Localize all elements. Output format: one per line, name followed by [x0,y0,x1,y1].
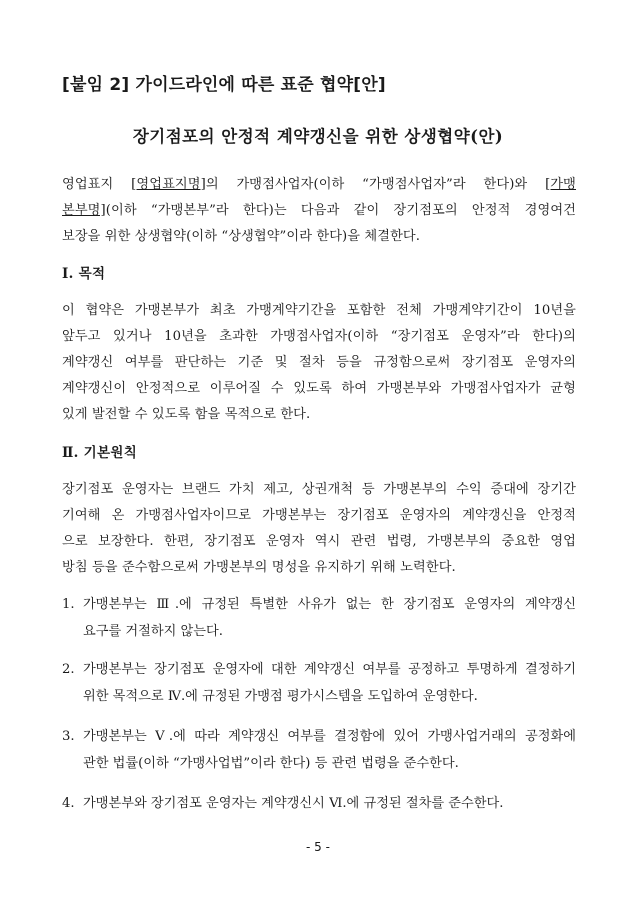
page-number: - 5 - [306,840,330,854]
list-item-2 [62,656,576,710]
section-2-line: 으로 보장한다. 한편, 장기점포 운영자 역시 관련 법령, 가맹본부의 중요한 영업 [62,534,576,549]
list-item-3 [62,723,576,777]
list-number: 4. [62,796,75,811]
intro-line-2: 본부명](이하 “가맹본부”라 한다)는 다음과 같이 장기점포의 안정적 경영여건 [62,203,576,218]
intro-line-3: 보장을 위한 상생협약(이하 “상생협약”이라 한다)을 체결한다. [62,229,421,244]
list-line: 요구를 거절하지 않는다. [83,624,223,639]
section-1-heading: Ⅰ. 목적 [62,266,106,282]
section-2-line: 기여해 온 가맹점사업자이므로 가맹본부는 장기점포 운영자의 계약갱신을 안정적 [62,508,576,523]
attachment-title: [붙임 2] 가이드라인에 따른 표준 협약[안] [62,75,386,95]
list-number: 3. [62,729,75,744]
document-title: 장기점포의 안정적 계약갱신을 위한 상생협약(안) [132,127,504,146]
list-number: 1. [62,597,75,612]
section-2-line: 방침 등을 준수함으로써 가맹본부의 명성을 유지하기 위해 노력한다. [62,560,456,575]
section-1-line: 이 협약은 가맹본부가 최초 가맹계약기간을 포함한 전체 가맹계약기간이 10년을 [62,303,576,318]
list-item-4 [62,790,576,817]
hq-name-placeholder-cont: 본부명] [62,203,106,218]
list-line: 가맹본부는 Ⅲ.에 규정된 특별한 사유가 없는 한 장기점포 운영자의 계약갱신 [83,597,576,612]
list-line: 가맹본부는 장기점포 운영자에 대한 계약갱신 여부를 공정하고 투명하게 결정하기 [83,662,576,677]
intro-line-1: 영업표지 [영업표지명]의 가맹점사업자(이하 “가맹점사업자”라 한다)와 [가맹 [62,177,576,192]
section-1-paragraph [62,298,576,428]
section-2-paragraph [62,477,576,581]
list-line: 가맹본부와 장기점포 운영자는 계약갱신시 Ⅵ.에 규정된 절차를 준수한다. [83,796,504,811]
section-1-line: 있게 발전할 수 있도록 함을 목적으로 한다. [62,407,311,422]
intro-paragraph [62,172,576,250]
section-2-heading: Ⅱ. 기본원칙 [62,445,138,461]
section-1-line: 계약갱신 여부를 판단하는 기준 및 절차 등을 규정함으로써 장기점포 운영자의 [62,355,576,370]
list-number: 2. [62,662,75,677]
section-2-line: 장기점포 운영자는 브랜드 가치 제고, 상권개척 등 가맹본부의 수익 증대에 장기간 [62,482,576,497]
list-line: 관한 법률(이하 “가맹사업법”이라 한다) 등 관련 법령을 준수한다. [83,756,459,771]
hq-name-placeholder: [가맹 [545,177,576,192]
section-1-line: 계약갱신이 안정적으로 이루어질 수 있도록 하여 가맹본부와 가맹점사업자가 균형 [62,381,576,396]
brand-name-placeholder: [영업표지명] [131,177,206,192]
list-item-1 [62,591,576,645]
section-1-line: 앞두고 있거나 10년을 초과한 가맹점사업자(이하 “장기점포 운영자”라 한다)의 [62,329,576,344]
list-line: 위한 목적으로 Ⅳ.에 규정된 가맹점 평가시스템을 도입하여 운영한다. [83,689,478,704]
list-line: 가맹본부는 Ⅴ.에 따라 계약갱신 여부를 결정함에 있어 가맹사업거래의 공정화에 [83,729,576,744]
